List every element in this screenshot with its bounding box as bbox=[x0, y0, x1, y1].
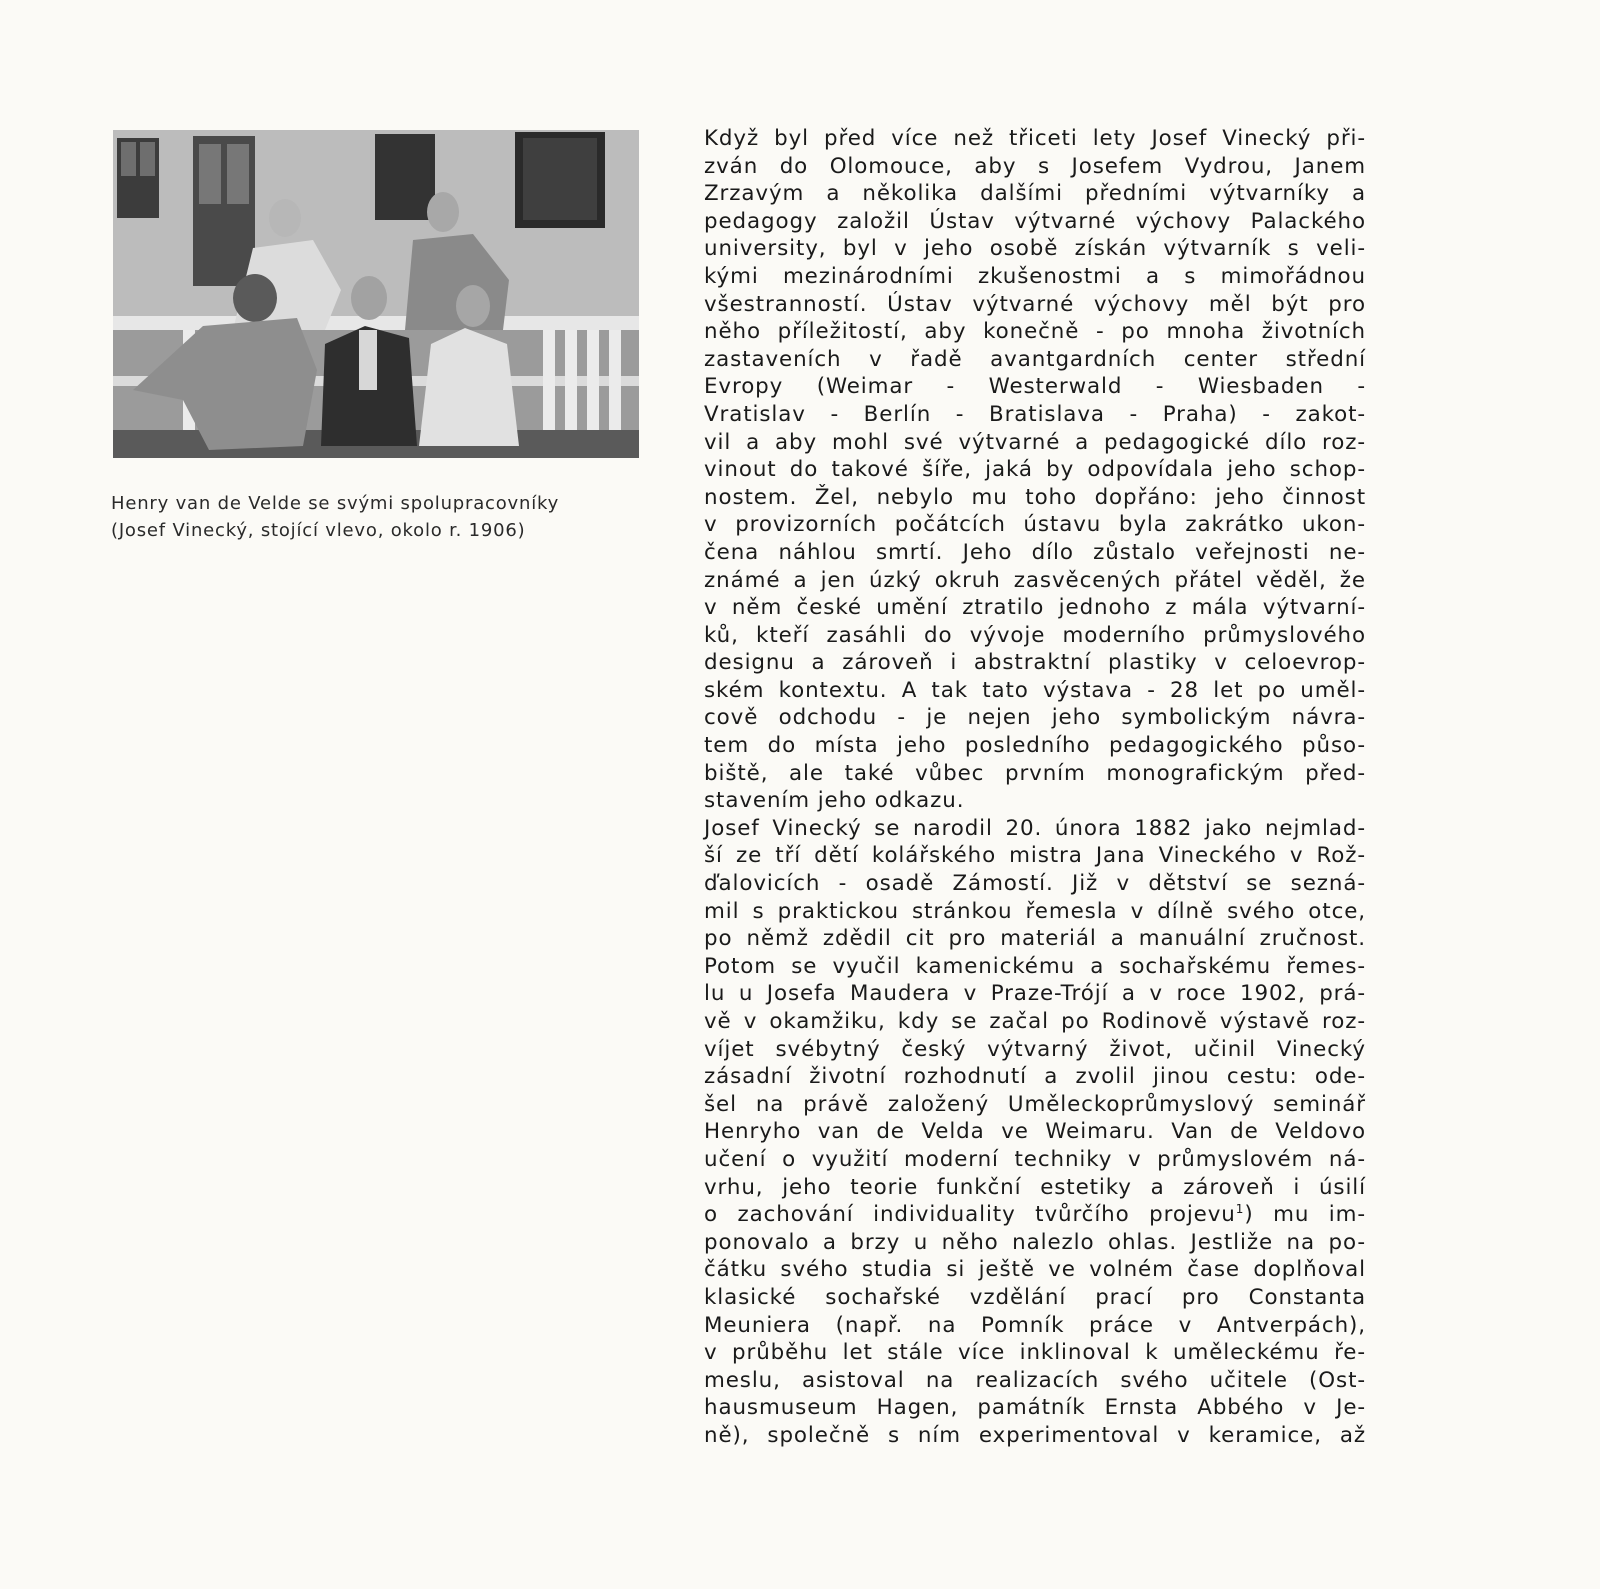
text-line: ponovalo a brzy u něho nalezlo ohlas. Jestliže na po- bbox=[704, 1229, 1366, 1255]
text-line: učení o využití moderní techniky v průmyslovém ná- bbox=[704, 1146, 1366, 1172]
text-line: něho příležitostí, aby konečně - po mnoha životních bbox=[704, 319, 1366, 345]
text-line: pedagogy založil Ústav výtvarné výchovy Palackého bbox=[704, 208, 1366, 234]
text-line: šel na právě založený Uměleckoprůmyslový seminář bbox=[704, 1091, 1366, 1117]
text-line: v provizorních počátcích ústavu byla zakrátko ukon- bbox=[704, 512, 1366, 538]
text-line: zastaveních v řadě avantgardních center střední bbox=[704, 346, 1366, 372]
text-line: Vratislav - Berlín - Bratislava - Praha) - zakot- bbox=[704, 401, 1366, 427]
text-line: kými mezinárodními zkušenostmi a s mimořádnou bbox=[704, 263, 1366, 289]
text-line: biště, ale také vůbec prvním monografickým před- bbox=[704, 760, 1366, 786]
text-line: známé a jen úzký okruh zasvěcených přátel věděl, že bbox=[704, 567, 1366, 593]
text-line: po němž zdědil cit pro materiál a manuální zručnost. bbox=[704, 926, 1366, 952]
group-photo bbox=[113, 130, 639, 458]
group-photo-icon bbox=[113, 130, 639, 458]
text-line: v něm české umění ztratilo jednoho z mála výtvarní- bbox=[704, 595, 1366, 621]
text-line: ší ze tří dětí kolářského mistra Jana Vineckého v Rož- bbox=[704, 843, 1366, 869]
text-line: ském kontextu. A tak tato výstava - 28 let po uměl- bbox=[704, 677, 1366, 703]
text-line: čena náhlou smrtí. Jeho dílo zůstalo veřejnosti ne- bbox=[704, 539, 1366, 565]
text-line: Evropy (Weimar - Westerwald - Wiesbaden - bbox=[704, 374, 1366, 400]
text-line: Josef Vinecký se narodil 20. února 1882 jako nejmlad- bbox=[704, 815, 1366, 841]
text-line: Zrzavým a několika dalšími předními výtvarníky a bbox=[704, 181, 1366, 207]
text-line: university, byl v jeho osobě získán výtvarník s veli- bbox=[704, 236, 1366, 262]
caption-line: Henry van de Velde se svými spolupracovníky bbox=[111, 493, 560, 514]
text-line: víjet svébytný český výtvarný život, učinil Vinecký bbox=[704, 1036, 1366, 1062]
text-line: čátku svého studia si ještě ve volném čase doplňoval bbox=[704, 1257, 1366, 1283]
text-line: Meuniera (např. na Pomník práce v Antverpách), bbox=[704, 1312, 1366, 1338]
text-line: v průběhu let stále více inklinoval k uměleckému ře- bbox=[704, 1340, 1366, 1366]
text-line: vě v okamžiku, kdy se začal po Rodinově výstavě roz- bbox=[704, 1009, 1366, 1034]
text-line: meslu, asistoval na realizacích svého učitele (Ost- bbox=[704, 1367, 1366, 1393]
text-line: Henryho van de Velda ve Weimaru. Van de Veldovo bbox=[704, 1119, 1366, 1145]
text-line: ďalovicích - osadě Zámostí. Již v dětství se sezná- bbox=[704, 871, 1366, 897]
text-line: všestranností. Ústav výtvarné výchovy měl být pro bbox=[704, 291, 1366, 317]
text-fragment: ) mu im- bbox=[1244, 1202, 1366, 1228]
text-line: ků, kteří zasáhli do vývoje moderního průmyslového bbox=[704, 622, 1366, 648]
text-line: klasické sochařské vzdělání prací pro Constanta bbox=[704, 1284, 1366, 1310]
text-line: Když byl před více než třiceti lety Josef Vinecký při- bbox=[704, 126, 1366, 151]
text-line: hausmuseum Hagen, památník Ernsta Abbého v Je- bbox=[704, 1395, 1366, 1421]
article-body bbox=[704, 125, 1366, 1450]
text-line: designu a zároveň i abstraktní plastiky v celoevrop- bbox=[704, 650, 1366, 676]
text-line: lu u Josefa Maudera v Praze-Trójí a v roce 1902, prá- bbox=[704, 981, 1366, 1007]
text-line: mil s praktickou stránkou řemesla v dílně svého otce, bbox=[704, 898, 1366, 924]
photo-caption bbox=[111, 490, 671, 544]
text-line: tem do místa jeho posledního pedagogického půso- bbox=[704, 733, 1366, 759]
text-line: stavením jeho odkazu. bbox=[704, 788, 965, 814]
caption-line: (Josef Vinecký, stojící vlevo, okolo r. 1906) bbox=[111, 520, 526, 541]
text-line: ně), společně s ním experimentoval v keramice, až bbox=[704, 1422, 1366, 1448]
text-line: vrhu, jeho teorie funkční estetiky a zároveň i úsilí bbox=[704, 1174, 1366, 1200]
text-line: vinout do takové šíře, jaká by odpovídala jeho schop- bbox=[704, 457, 1366, 483]
text-line: vil a aby mohl své výtvarné a pedagogické dílo roz- bbox=[704, 429, 1366, 455]
text-line: zván do Olomouce, aby s Josefem Vydrou, Janem bbox=[704, 153, 1366, 179]
text-fragment: o zachování individuality tvůrčího projevu bbox=[704, 1202, 1236, 1228]
text-line: zásadní životní rozhodnutí a zvolil jinou cestu: ode- bbox=[704, 1064, 1366, 1090]
text-line: cově odchodu - je nejen jeho symbolickým návra- bbox=[704, 705, 1366, 731]
footnote-ref: 1 bbox=[1235, 1202, 1245, 1217]
footnote-line bbox=[704, 1201, 1366, 1229]
text-line: nostem. Žel, nebylo mu toho dopřáno: jeho činnost bbox=[704, 484, 1366, 510]
text-line: Potom se vyučil kamenickému a sochařskému řemes- bbox=[704, 953, 1366, 979]
